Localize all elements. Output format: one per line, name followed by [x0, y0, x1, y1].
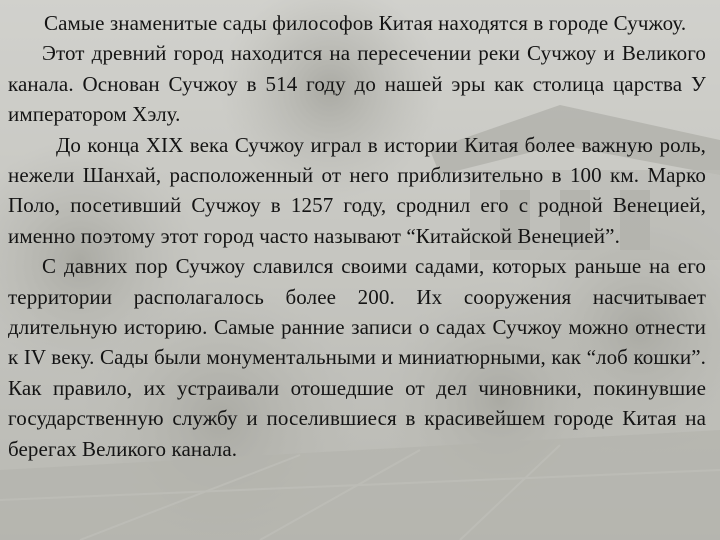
paragraph-4: С давних пор Сучжоу славился своими садами, которых раньше на его территории располагалось более 200. Их сооружения насчитывает длительную историю. Самые ранние записи о садах Сучжоу можно отнести к IV веку. Сады были монументальными и миниатюрными, как “лоб кошки”. Как правило, их устраивали отошедшие от дел чиновники, покинувшие государственную службу и поселившиеся в красивейшем городе Китая на берегах Великого канала.: [8, 254, 706, 461]
paragraph-1: Самые знаменитые сады философов Китая находятся в городе Сучжоу.: [44, 11, 687, 35]
slide-text: [8, 8, 706, 464]
paragraph-2: Этот древний город находится на пересечении реки Сучжоу и Великого канала. Основан Сучжоу в 514 году до нашей эры как столица царства У императором Хэлу.: [8, 41, 706, 127]
paragraph-3: До конца XIX века Сучжоу играл в истории Китая более важную роль, нежели Шанхай, расположенный от него приблизительно в 100 км. Марко Поло, посетивший Сучжоу в 1257 году, сроднил его с родной Венецией, именно поэтому этот город часто называют “Китайской Венецией”.: [8, 132, 706, 248]
